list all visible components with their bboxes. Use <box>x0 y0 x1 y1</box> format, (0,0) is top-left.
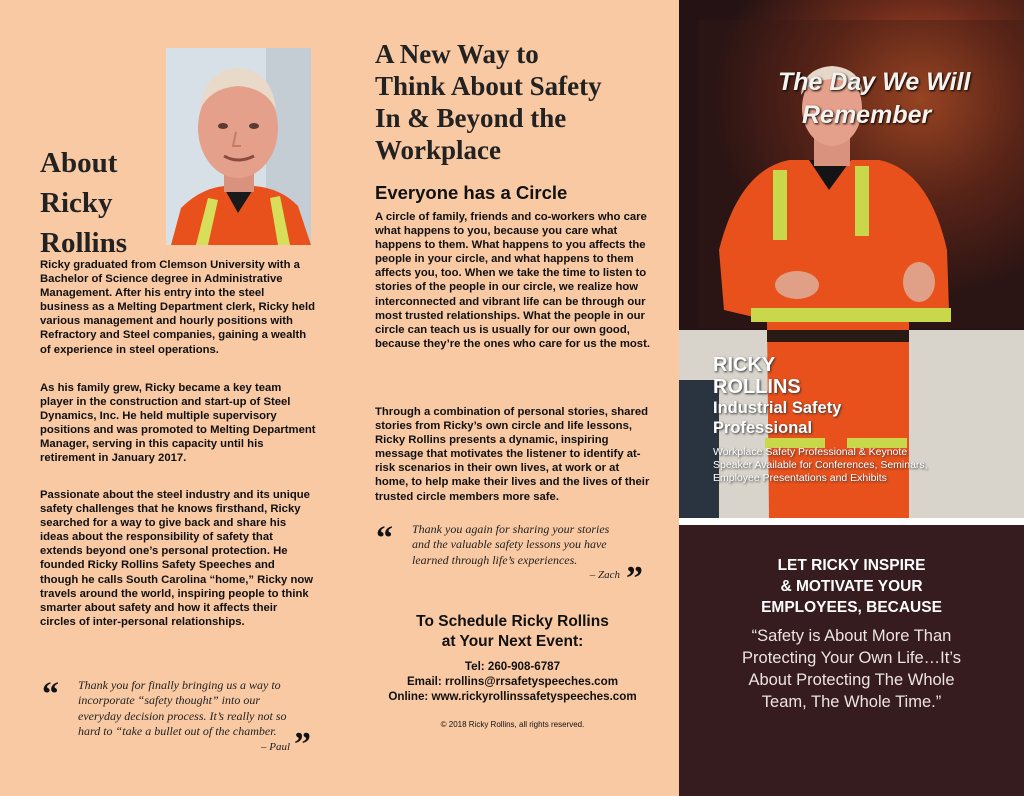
about-heading-line: Rollins <box>40 227 128 259</box>
headline-line: In & Beyond the <box>375 103 567 133</box>
cta-quote-line: “Safety is About More Than <box>751 627 952 645</box>
presentation-paragraph: Through a combination of personal stories, shared stories from Ricky’s own circle and life lessons, Ricky Rollins presents a dynamic, inspiring message that motivates the listener to identify at-risk scenarios in their own lives, at work or at home, to help make their lives and the lives of their trusted circle members more safe. <box>375 406 650 503</box>
cta-heading-line: LET RICKY INSPIRE <box>777 557 926 574</box>
speaker-name-line: RICKY <box>713 354 776 376</box>
cta-heading <box>700 555 1003 618</box>
contact-phone[interactable]: Tel: 260-908-6787 <box>464 660 561 673</box>
cta-quote-line: Protecting Your Own Life…It’s <box>742 649 961 667</box>
testimonial-paul <box>78 678 290 755</box>
about-heading <box>40 143 180 263</box>
portrait-photo <box>166 48 311 245</box>
speaker-tagline-line: Workplace Safety Professional & Keynote <box>713 446 908 458</box>
slide-text-line: The Day We Will <box>778 68 971 96</box>
about-heading-line: About <box>40 147 118 179</box>
speaker-tagline-line: Speaker Available for Conferences, Seminars, <box>713 459 928 471</box>
headline-line: Think About Safety <box>375 71 602 101</box>
contact-email[interactable]: Email: rrollins@rrsafetyspeeches.com <box>406 675 619 688</box>
divider-band <box>679 518 1024 525</box>
schedule-heading-line: at Your Next Event: <box>441 633 584 650</box>
close-quote-icon: ” <box>294 726 311 763</box>
testimonial-text: Thank you again for sharing your stories and the valuable safety lessons you have learned through life’s experiences. <box>412 522 610 567</box>
cta-quote-line: Team, The Whole Time.” <box>761 693 942 711</box>
open-quote-icon: “ <box>42 676 59 713</box>
close-quote-icon: ” <box>626 560 643 597</box>
cta-heading-line: & MOTIVATE YOUR <box>780 578 923 595</box>
contact-website[interactable]: Online: www.rickyrollinssafetyspeeches.com <box>388 690 637 703</box>
bio-paragraph: Passionate about the steel industry and its unique safety challenges that he knows firsthand, Ricky searched for a way to give back and share his ideas about the responsibility of safety that extends beyond one’s personal protection. He founded Ricky Rollins Safety Speeches and though he calls South Carolina “home,” Ricky now travels around the world, inspiring people to think smarter about safety and how it affects their circles of inter-personal relationships. <box>40 489 314 628</box>
headline-line: Workplace <box>375 135 501 165</box>
cta-quote-line: About Protecting The Whole <box>748 671 955 689</box>
testimonial-text: Thank you for finally bringing us a way to incorporate “safety thought” into our everyday decision process. It’s really not so hard to “take a bullet out of the chamber. <box>78 678 287 739</box>
slide-text <box>778 66 1018 132</box>
about-heading-line: Ricky <box>40 187 113 219</box>
open-quote-icon: “ <box>376 520 393 557</box>
copyright-notice: © 2018 Ricky Rollins, all rights reserved. <box>440 720 585 729</box>
speaker-caption <box>713 354 1013 485</box>
bio-paragraph: As his family grew, Ricky became a key team player in the construction and start-up of Steel Dynamics, Inc. He held multiple supervisory positions and was promoted to Melting Department Manager, serving in this capacity until his retirement in January 2017. <box>40 382 316 465</box>
testimonial-author: – Zach <box>589 569 620 582</box>
main-headline <box>375 38 645 166</box>
cta-heading-line: EMPLOYEES, BECAUSE <box>761 599 942 616</box>
headline-line: A New Way to <box>375 39 539 69</box>
circle-subheading: Everyone has a Circle <box>375 182 568 203</box>
circle-paragraph: A circle of family, friends and co-workers who care what happens to you, because you care what happens to them. What happens to you affects the people in your circle, and what happens to them affects you, too. When we take the time to listen to stories of the people in our circle, we realize how interconnected and vibrant life can be through our most trusted relationships. What the people in our circle can teach us is usually for our own good, because they’re the ones who care for us the most. <box>375 211 650 350</box>
cta-quote <box>700 625 1003 713</box>
bio-paragraph: Ricky graduated from Clemson University with a Bachelor of Science degree in Administrative Management. After his entry into the steel business as a Melting Department clerk, Ricky held various management and hourly positions with Refractory and Steel companies, gaining a wealth of experience in steel operations. <box>40 259 315 356</box>
schedule-heading-line: To Schedule Ricky Rollins <box>416 613 609 630</box>
speaker-name-line: ROLLINS <box>713 376 801 398</box>
portrait-illustration <box>166 48 311 245</box>
schedule-heading <box>375 612 650 652</box>
slide-text-line: Remember <box>802 101 932 129</box>
speaker-role-line: Professional <box>713 419 813 437</box>
speaker-tagline-line: Employee Presentations and Exhibits <box>713 472 887 484</box>
speaker-role-line: Industrial Safety <box>713 399 842 417</box>
testimonial-author: – Paul <box>260 740 290 753</box>
testimonial-zach <box>412 522 624 584</box>
